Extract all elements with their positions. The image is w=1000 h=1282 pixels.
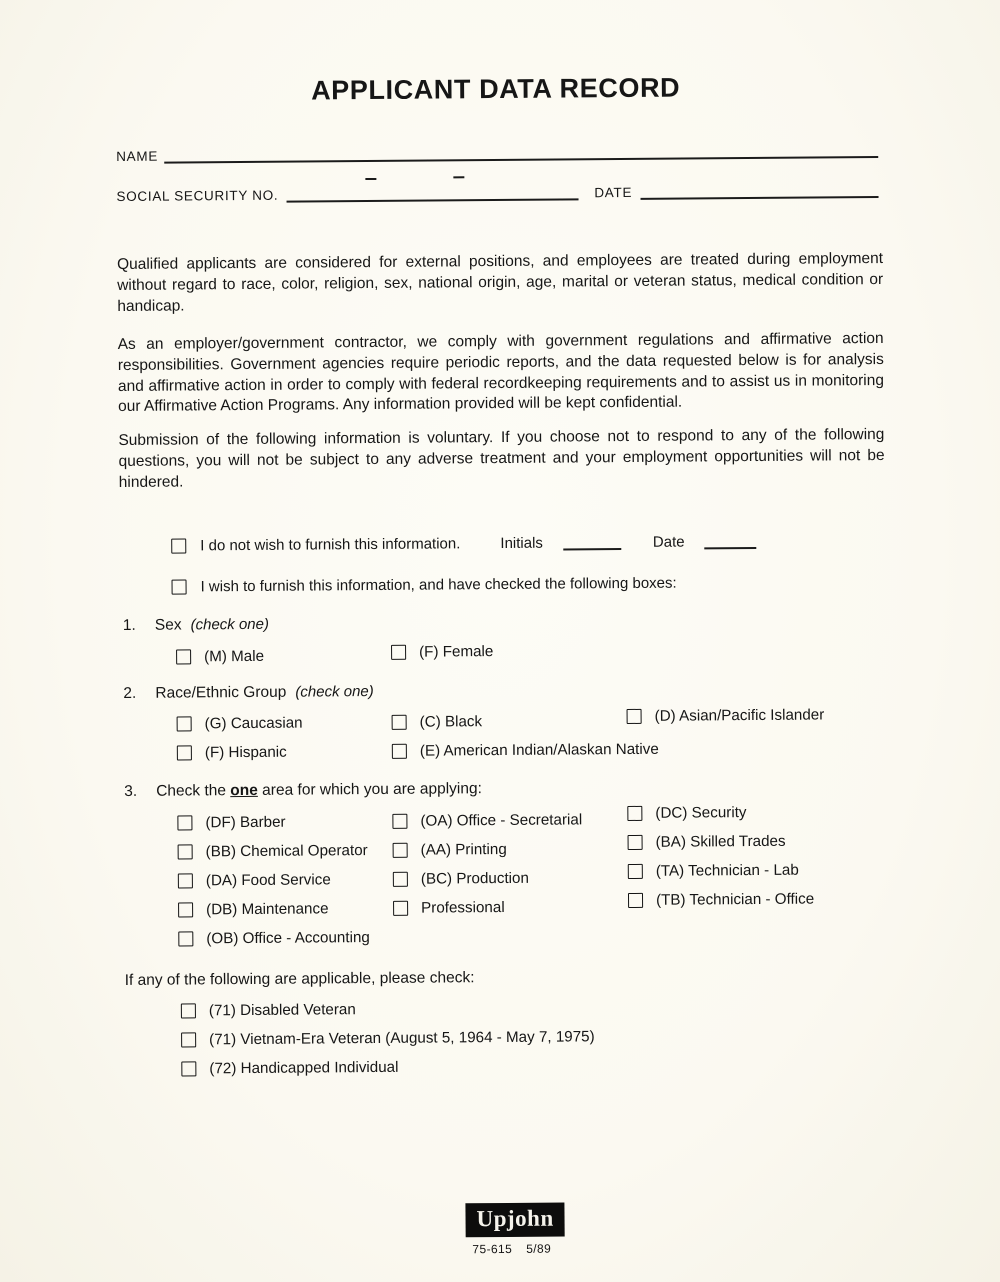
race-options-col2	[392, 711, 659, 771]
option-vietnam-era-veteran-label: (71) Vietnam-Era Veteran (August 5, 1964 - May 7, 1975)	[209, 1027, 595, 1048]
option-caucasian-label: (G) Caucasian	[204, 714, 303, 732]
option-professional-label: Professional	[421, 898, 505, 917]
decline-furnish-label: I do not wish to furnish this information.	[200, 535, 461, 555]
option-handicapped-individual	[181, 1056, 595, 1077]
section-race-number: 2.	[123, 684, 137, 702]
section-sex-title: Sex	[154, 616, 182, 634]
area-options-col2	[392, 810, 583, 927]
option-female-label: (F) Female	[419, 642, 494, 661]
checkbox-hispanic[interactable]	[177, 745, 192, 760]
accept-furnish-row	[171, 573, 889, 596]
checkbox-american-indian-alaskan-native[interactable]	[392, 743, 407, 758]
race-options-col1	[177, 714, 303, 773]
section-race-title: Race/Ethnic Group	[155, 683, 287, 702]
sex-options-col1	[176, 647, 264, 677]
option-barber-label: (DF) Barber	[205, 813, 286, 831]
option-female	[391, 642, 493, 661]
option-food-service-label: (DA) Food Service	[205, 870, 331, 889]
form-number: 75-615	[472, 1241, 513, 1257]
checkbox-chemical-operator[interactable]	[178, 844, 193, 859]
applicable-options	[181, 998, 595, 1088]
upjohn-logo: Upjohn	[465, 1203, 564, 1238]
section-race-heading	[123, 683, 373, 703]
option-caucasian	[177, 714, 303, 733]
checkbox-skilled-trades[interactable]	[628, 834, 643, 849]
accept-furnish-label: I wish to furnish this information, and have checked the following boxes:	[200, 574, 677, 596]
checkbox-office-accounting[interactable]	[178, 931, 193, 946]
date-label: DATE	[594, 184, 633, 201]
checkbox-decline-furnish[interactable]	[171, 538, 186, 553]
option-production	[393, 868, 583, 887]
option-production-label: (BC) Production	[420, 869, 529, 888]
government-contractor-paragraph: As an employer/government contractor, we comply with government regulations and affirmative action responsibilities. Government agencies require periodic reports, and the data requested below is for analysis and affirmative action in order to comply with federal recordkeeping requirements and to assist us in monitoring our Affirmative Action Programs. Any information provided will be kept confidential.	[117, 329, 885, 416]
checkbox-vietnam-era-veteran[interactable]	[181, 1032, 196, 1047]
initials-input-line[interactable]	[563, 536, 621, 550]
checkbox-maintenance[interactable]	[178, 902, 193, 917]
option-disabled-veteran	[181, 998, 595, 1019]
option-maintenance	[178, 899, 370, 919]
decline-furnish-row	[171, 532, 889, 555]
checkbox-professional[interactable]	[393, 900, 408, 915]
checkbox-black[interactable]	[392, 714, 407, 729]
option-vietnam-era-veteran	[181, 1027, 595, 1048]
area-options-col3	[627, 803, 814, 920]
option-security-label: (DC) Security	[655, 803, 747, 822]
checkbox-female[interactable]	[391, 644, 406, 659]
option-asian-pacific-islander	[627, 705, 825, 725]
checkbox-barber[interactable]	[177, 815, 192, 830]
checkbox-printing[interactable]	[393, 842, 408, 857]
option-disabled-veteran-label: (71) Disabled Veteran	[208, 1000, 356, 1019]
option-american-indian-alaskan-native	[392, 740, 659, 760]
form-meta	[5, 1238, 1000, 1260]
name-row	[116, 139, 878, 164]
option-male	[176, 647, 264, 666]
checkbox-asian-pacific-islander[interactable]	[627, 708, 642, 723]
section-area-title-prefix: Check the	[156, 782, 227, 800]
race-options-col3	[627, 705, 825, 736]
option-office-secretarial-label: (OA) Office - Secretarial	[420, 810, 583, 830]
section-area-heading	[124, 780, 482, 801]
ssn-separator-dash	[453, 176, 464, 178]
option-skilled-trades-label: (BA) Skilled Trades	[655, 832, 786, 851]
option-american-indian-alaskan-native-label: (E) American Indian/Alaskan Native	[419, 740, 659, 760]
option-office-secretarial	[392, 810, 582, 829]
section-area-number: 3.	[124, 782, 138, 800]
option-office-accounting-label: (OB) Office - Accounting	[206, 928, 370, 947]
option-technician-lab-label: (TA) Technician - Lab	[655, 861, 799, 880]
form-title: APPLICANT DATA RECORD	[311, 72, 681, 106]
option-black-label: (C) Black	[419, 712, 483, 731]
name-label: NAME	[116, 148, 159, 164]
option-office-accounting	[178, 928, 370, 948]
option-asian-pacific-islander-label: (D) Asian/Pacific Islander	[654, 705, 825, 725]
option-technician-office-label: (TB) Technician - Office	[655, 890, 815, 909]
checkbox-technician-office[interactable]	[628, 892, 643, 907]
checkbox-caucasian[interactable]	[177, 716, 192, 731]
ssn-date-row	[116, 179, 878, 204]
option-hispanic	[177, 743, 303, 762]
checkbox-security[interactable]	[627, 805, 642, 820]
option-food-service	[178, 870, 370, 890]
checkbox-handicapped-individual[interactable]	[181, 1061, 196, 1076]
applicable-intro: If any of the following are applicable, please check:	[124, 969, 475, 989]
section-area-title-emphasis: one	[230, 781, 258, 800]
sex-options-col2	[391, 642, 493, 672]
date-input-line[interactable]	[640, 179, 878, 200]
option-printing	[393, 839, 583, 858]
area-options-col1	[177, 812, 370, 958]
section-sex-heading	[123, 616, 269, 635]
option-professional	[393, 897, 583, 916]
section-sex-note: (check one)	[190, 615, 270, 634]
option-technician-office	[628, 890, 814, 909]
ssn-input-line[interactable]	[286, 181, 578, 202]
option-security	[627, 803, 813, 822]
option-chemical-operator-label: (BB) Chemical Operator	[205, 841, 368, 860]
name-input-line[interactable]	[164, 139, 878, 164]
checkbox-agree-furnish[interactable]	[172, 579, 187, 594]
section-sex-number: 1.	[122, 616, 136, 634]
section-area-title-suffix: area for which you are applying:	[262, 780, 482, 799]
checkbox-office-secretarial[interactable]	[392, 813, 407, 828]
eeo-policy-paragraph: Qualified applicants are considered for external positions, and employees are treated during employment without regard to race, color, religion, sex, national origin, age, marital or veteran status, medical condition or handicap.	[116, 249, 884, 315]
option-male-label: (M) Male	[204, 647, 265, 665]
voluntary-submission-paragraph: Submission of the following information is voluntary. If you choose not to respond to any of the following questions, you will not be subject to any adverse treatment and your employment opportunities will not be hindered.	[118, 425, 885, 491]
ssn-label: SOCIAL SECURITY NO.	[116, 187, 279, 204]
initials-label: Initials	[500, 534, 543, 552]
option-skilled-trades	[628, 832, 814, 851]
option-black	[392, 711, 659, 731]
checkbox-disabled-veteran[interactable]	[181, 1003, 196, 1018]
option-printing-label: (AA) Printing	[420, 840, 507, 859]
option-handicapped-individual-label: (72) Handicapped Individual	[209, 1058, 399, 1077]
decline-date-input-line[interactable]	[705, 534, 757, 548]
option-maintenance-label: (DB) Maintenance	[206, 899, 329, 918]
form-revision-date: 5/89	[526, 1241, 552, 1256]
decline-date-label: Date	[652, 533, 685, 551]
option-chemical-operator	[178, 841, 370, 861]
checkbox-production[interactable]	[393, 871, 408, 886]
ssn-separator-dash	[365, 178, 376, 180]
checkbox-male[interactable]	[176, 649, 191, 664]
checkbox-technician-lab[interactable]	[628, 863, 643, 878]
checkbox-food-service[interactable]	[178, 873, 193, 888]
option-hispanic-label: (F) Hispanic	[204, 743, 287, 761]
section-race-note: (check one)	[295, 682, 374, 701]
option-technician-lab	[628, 861, 814, 880]
option-barber	[177, 812, 369, 832]
